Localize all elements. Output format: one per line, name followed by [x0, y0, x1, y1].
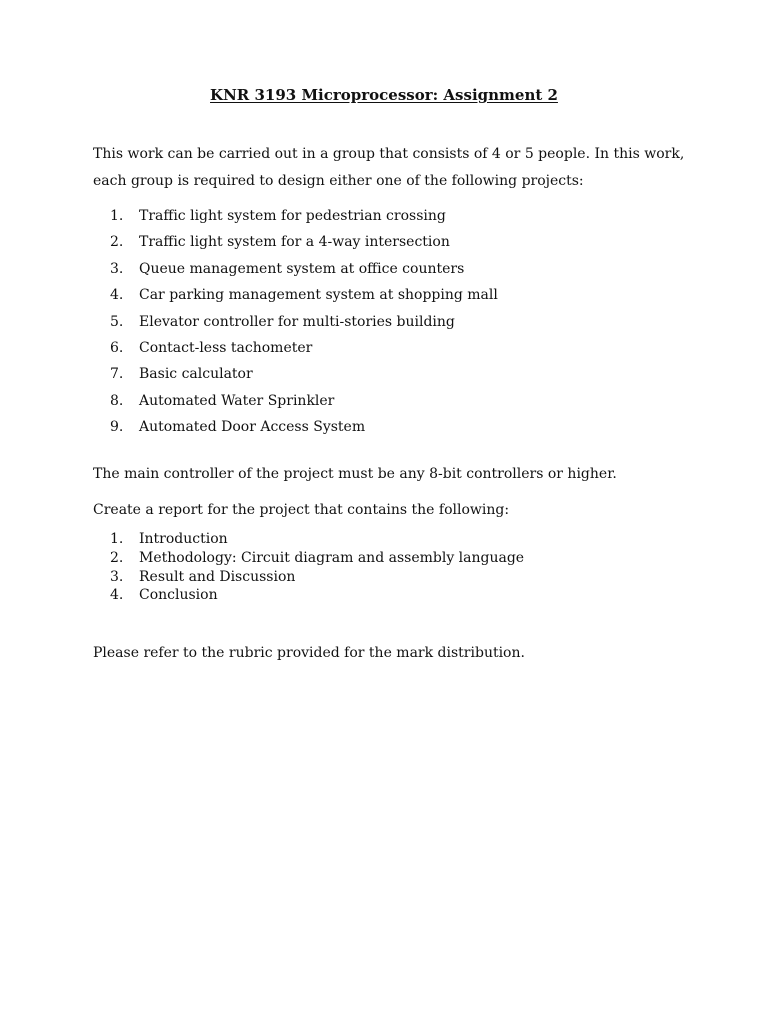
list-item — [110, 530, 524, 549]
list-number: 6. — [110, 339, 124, 356]
list-item — [110, 309, 498, 335]
report-list — [110, 530, 524, 605]
list-number: 8. — [110, 392, 124, 409]
list-item — [110, 568, 524, 587]
list-item — [110, 388, 498, 414]
intro-paragraph: This work can be carried out in a group that consists of 4 or 5 people. In this work, each group is required to design either one of the following projects: — [93, 146, 685, 189]
list-item-text: Basic calculator — [139, 366, 253, 383]
list-item — [110, 256, 498, 282]
list-item-text: Automated Door Access System — [139, 419, 366, 436]
list-number: 7. — [110, 366, 124, 383]
list-item-text: Queue management system at office counters — [139, 260, 465, 277]
controller-requirement: The main controller of the project must be any 8-bit controllers or higher. — [93, 466, 617, 482]
list-item-text: Traffic light system for pedestrian crossing — [139, 208, 446, 224]
list-number: 4. — [110, 587, 124, 604]
document-title: KNR 3193 Microprocessor: Assignment 2 — [210, 86, 558, 104]
list-number: 2. — [110, 234, 124, 251]
list-item-text: Traffic light system for a 4-way intersection — [139, 234, 450, 251]
list-number: 1. — [110, 531, 124, 547]
list-item-text: Car parking management system at shopping mall — [139, 287, 498, 304]
list-item-text: Result and Discussion — [139, 568, 296, 585]
report-intro: Create a report for the project that contains the following: — [93, 502, 510, 518]
closing-note: Please refer to the rubric provided for the mark distribution. — [93, 645, 525, 661]
list-number: 2. — [110, 549, 124, 566]
list-item-text: Conclusion — [139, 587, 218, 604]
list-number: 4. — [110, 287, 124, 304]
list-item — [110, 203, 498, 229]
list-item-text: Contact-less tachometer — [139, 339, 313, 356]
list-item — [110, 414, 498, 440]
list-number: 5. — [110, 313, 124, 330]
list-number: 1. — [110, 208, 124, 224]
list-number: 9. — [110, 419, 124, 436]
list-number: 3. — [110, 260, 124, 277]
project-list — [110, 203, 498, 441]
list-item — [110, 549, 524, 568]
list-item — [110, 361, 498, 387]
list-item — [110, 586, 524, 605]
list-item-text: Elevator controller for multi-stories building — [139, 313, 455, 330]
list-item-text: Introduction — [139, 531, 228, 547]
list-item-text: Automated Water Sprinkler — [139, 392, 335, 409]
list-item — [110, 229, 498, 255]
list-number: 3. — [110, 568, 124, 585]
list-item — [110, 282, 498, 308]
list-item — [110, 335, 498, 361]
list-item-text: Methodology: Circuit diagram and assembly language — [139, 549, 525, 566]
